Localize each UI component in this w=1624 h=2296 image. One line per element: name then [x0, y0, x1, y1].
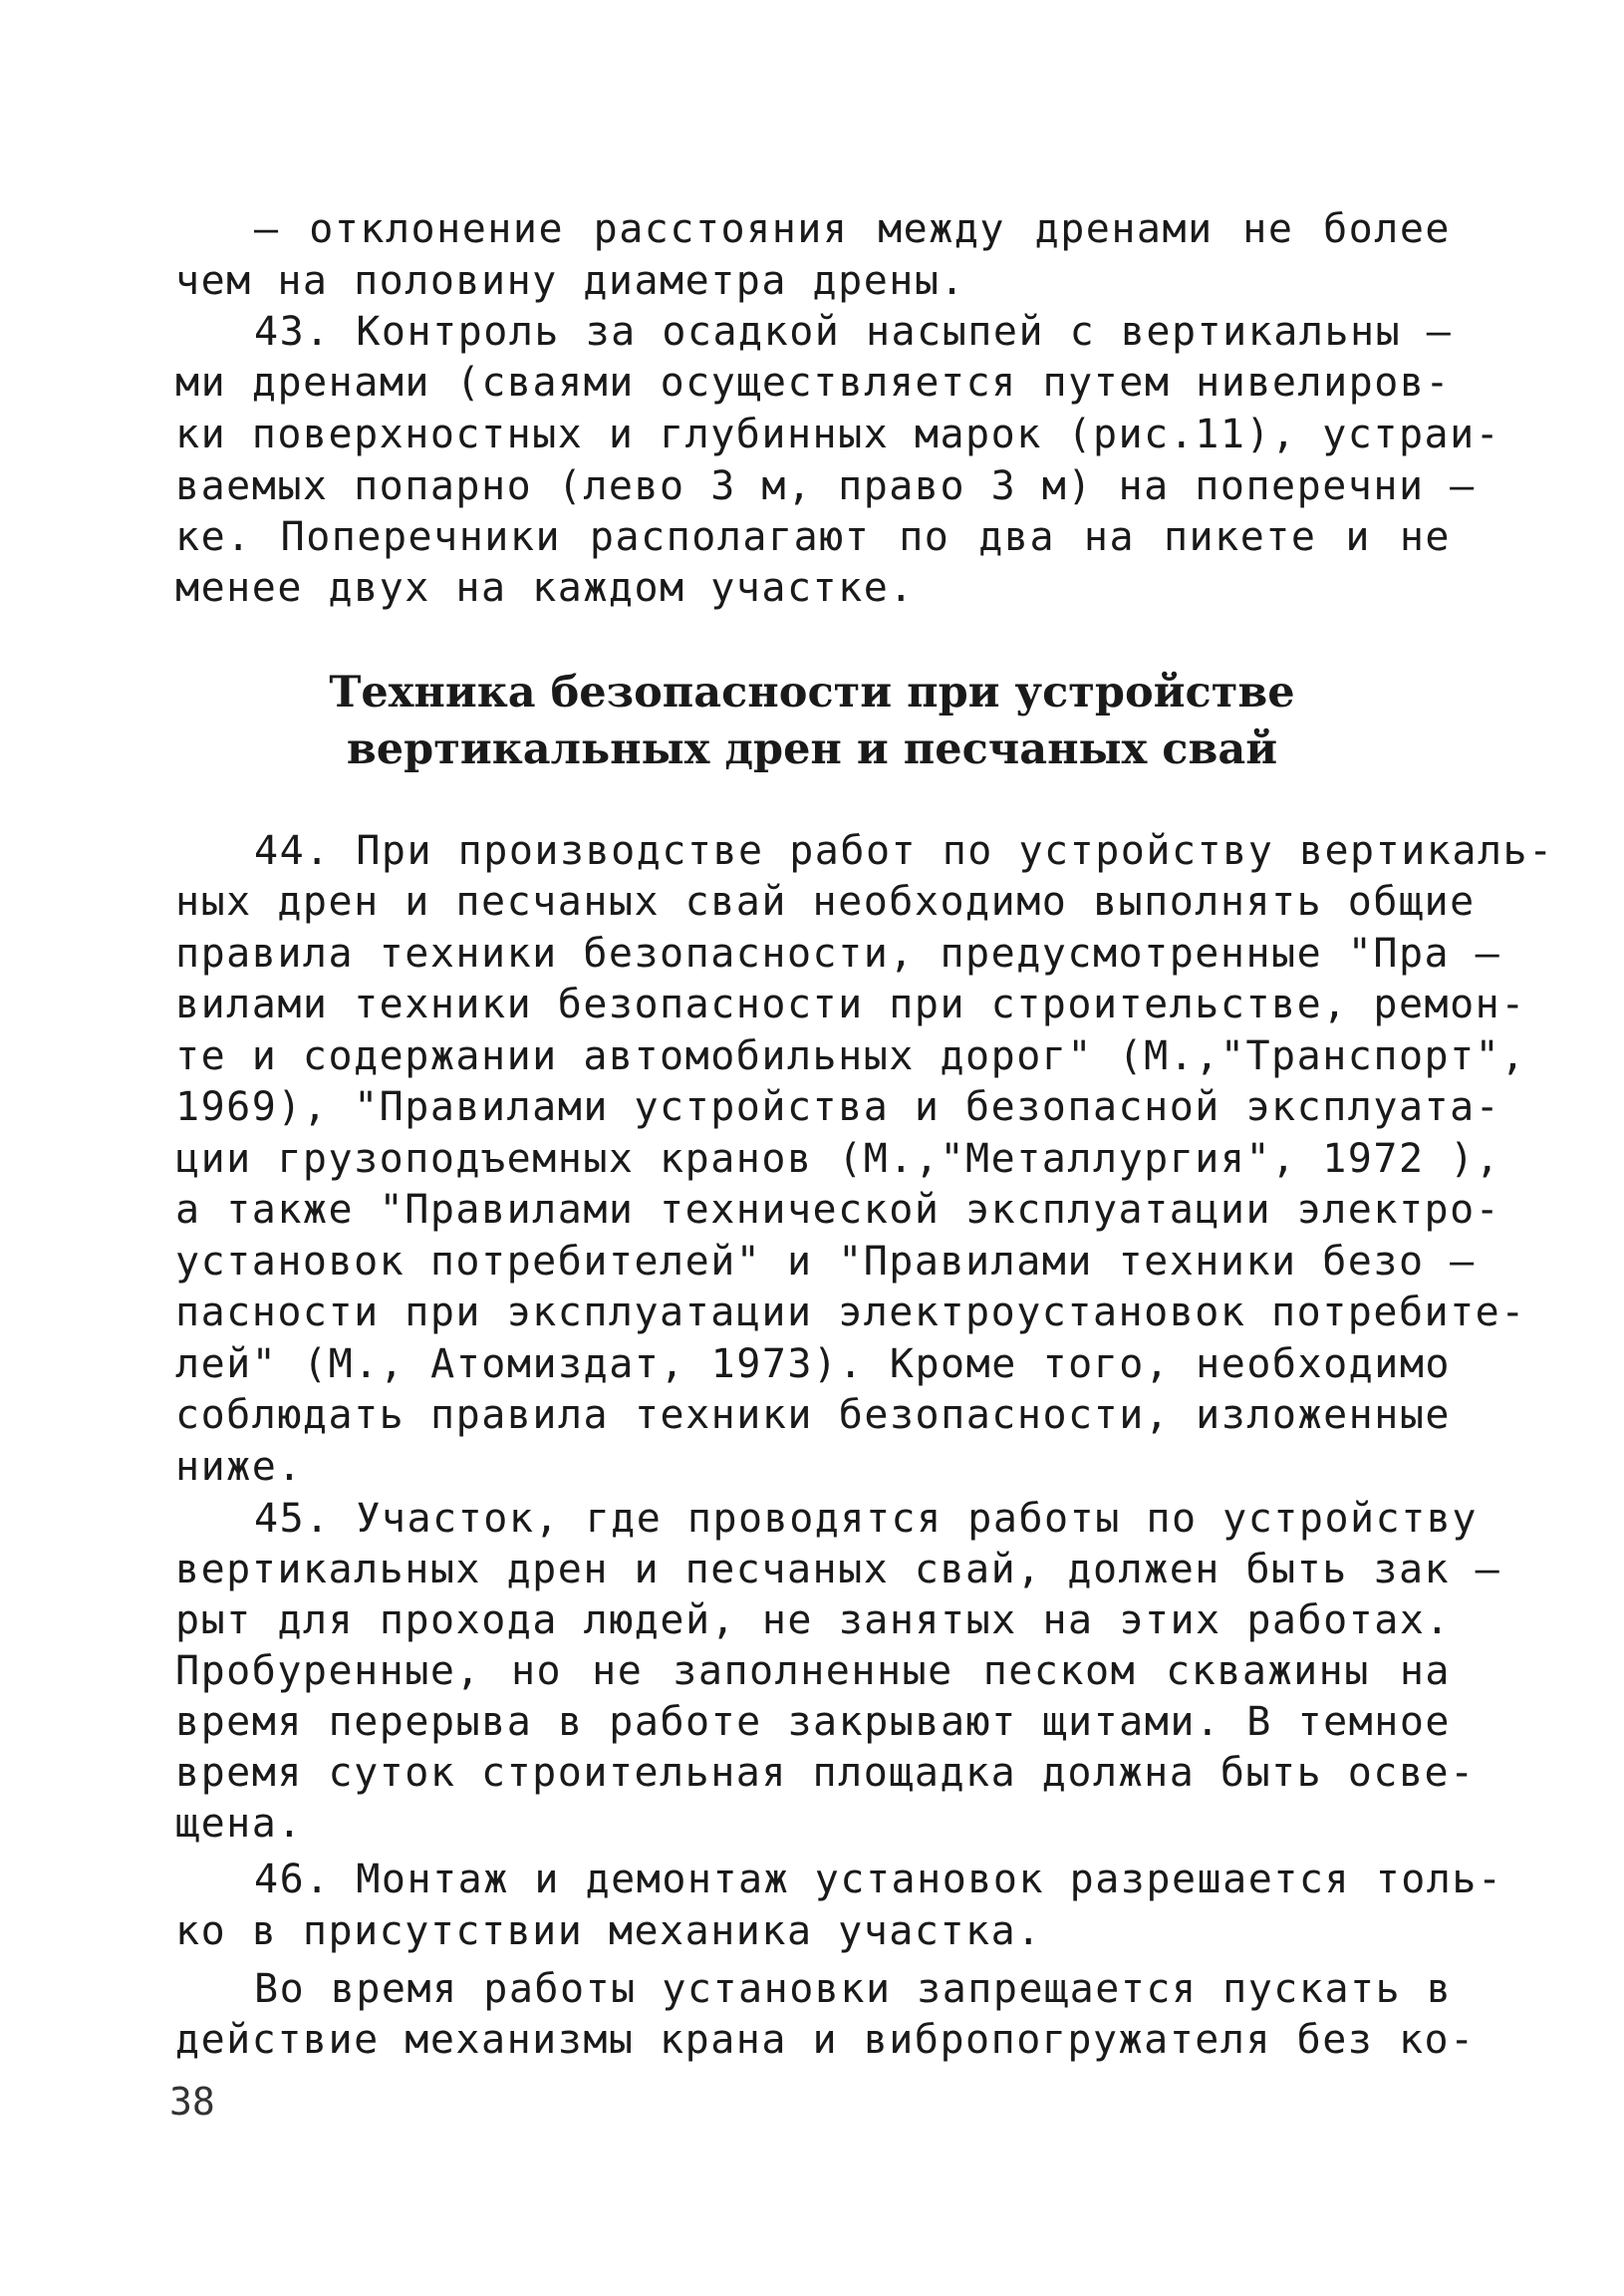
paragraph-continuation-first-line: Во время работы установки запрещается пускать в: [254, 1966, 1453, 2012]
text-line: ции грузоподъемных кранов (М.,"Металлургия", 1972 ),: [175, 1136, 1501, 1182]
section-heading: Техника безопасности при устройстве: [329, 668, 1295, 718]
text-line: ных дрен и песчаных свай необходимо выполнять общие: [175, 879, 1476, 925]
text-line: вилами техники безопасности при строительстве, ремон-: [175, 982, 1526, 1027]
text-line: менее двух на каждом участке.: [175, 565, 915, 611]
text-line: 1969), "Правилами устройства и безопасной эксплуата-: [175, 1084, 1501, 1130]
text-line: ке. Поперечники располагают по два на пикете и не: [175, 514, 1451, 560]
text-line: те и содержании автомобильных дорог" (М.,"Транспорт",: [175, 1033, 1526, 1079]
text-line: действие механизмы крана и вибропогружателя без ко-: [175, 2017, 1476, 2063]
text-line: ниже.: [175, 1444, 303, 1490]
text-line: рыт для прохода людей, не занятых на этих работах.: [175, 1597, 1451, 1643]
text-line: ки поверхностных и глубинных марок (рис.11), устраи-: [175, 412, 1501, 457]
text-line: – отклонение расстояния между дренами не более: [254, 206, 1451, 252]
text-line: время перерыва в работе закрывают щитами. В темное: [175, 1699, 1451, 1745]
paragraph-46-first-line: 46. Монтаж и демонтаж установок разрешается толь-: [254, 1857, 1503, 1902]
paragraph-43-first-line: 43. Контроль за осадкой насыпей с вертикальны –: [254, 309, 1453, 355]
text-line: время суток строительная площадка должна быть осве-: [175, 1750, 1476, 1796]
page-number: 38: [169, 2080, 215, 2124]
text-line: пасности при эксплуатации электроустановок потребите-: [175, 1290, 1526, 1335]
text-line: ваемых попарно (лево 3 м, право 3 м) на поперечни –: [175, 463, 1476, 509]
text-line: Пробуренные, но не заполненные песком скважины на: [175, 1648, 1451, 1694]
text-line: ми дренами (сваями осуществляется путем нивелиров-: [175, 360, 1451, 406]
text-line: а также "Правилами технической эксплуатации электро-: [175, 1187, 1501, 1233]
text-line: чем на половину диаметра дрены.: [175, 258, 966, 304]
text-line: лей" (М., Атомиздат, 1973). Кроме того, необходимо: [175, 1341, 1451, 1387]
text-line: ко в присутствии механика участка.: [175, 1908, 1042, 1954]
paragraph-45-first-line: 45. Участок, где проводятся работы по устройству: [254, 1496, 1478, 1542]
text-line: щена.: [175, 1801, 303, 1847]
text-line: правила техники безопасности, предусмотренные "Пра –: [175, 931, 1501, 977]
paragraph-44-first-line: 44. При производстве работ по устройству вертикаль-: [254, 828, 1554, 874]
text-line: вертикальных дрен и песчаных свай, должен быть зак –: [175, 1547, 1501, 1592]
text-line: установок потребителей" и "Правилами техники безо –: [175, 1239, 1476, 1285]
text-line: соблюдать правила техники безопасности, изложенные: [175, 1392, 1451, 1438]
section-heading: вертикальных дрен и песчаных свай: [346, 724, 1278, 774]
